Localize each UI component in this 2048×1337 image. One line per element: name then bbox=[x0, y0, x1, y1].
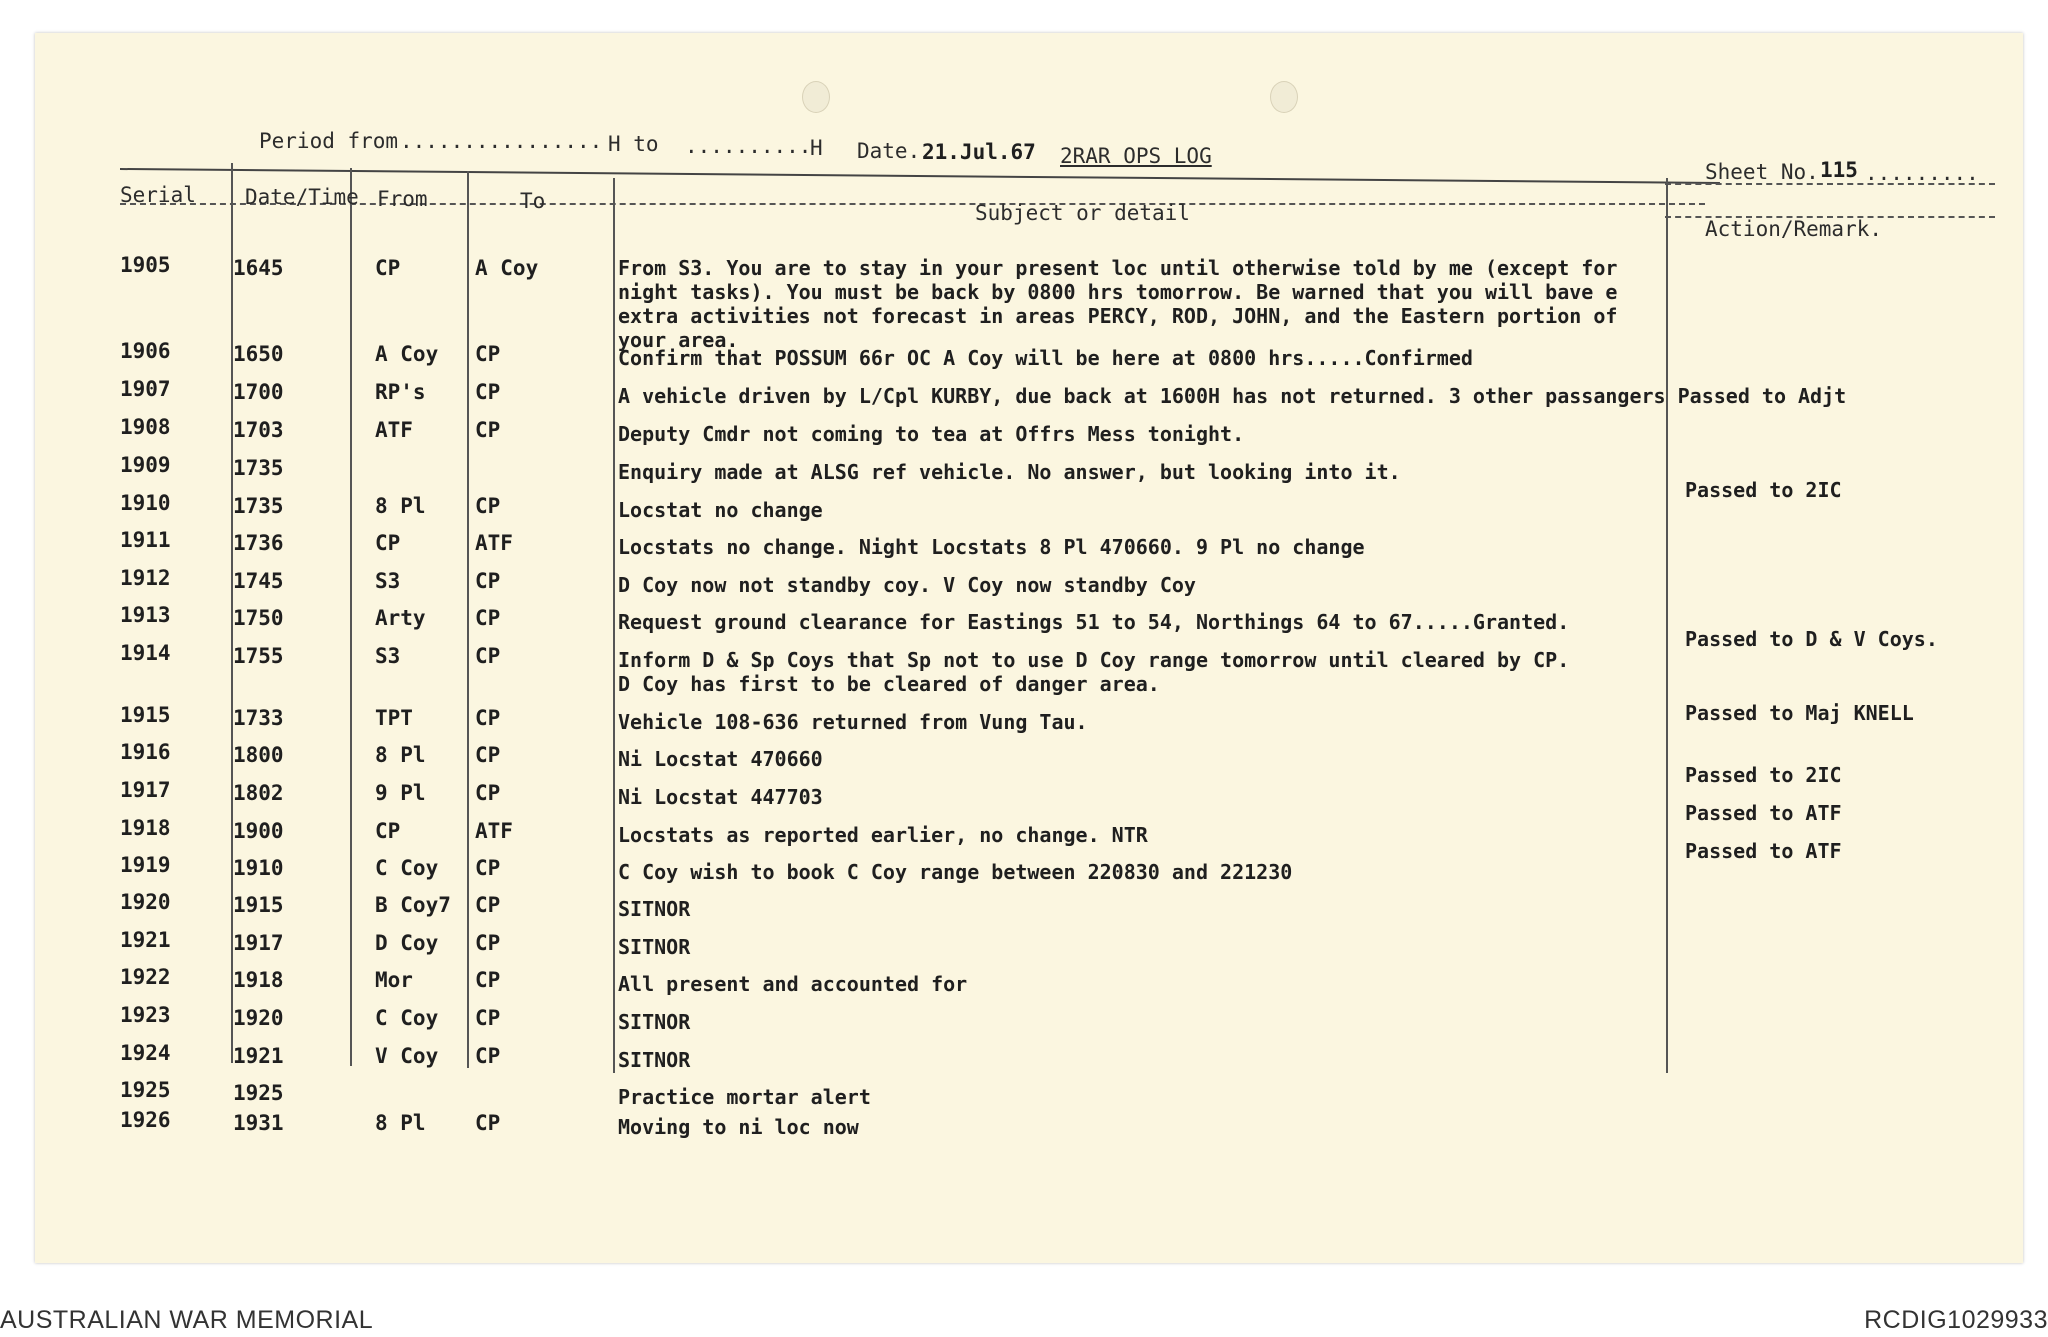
subject-line: From S3. You are to stay in your present loc until otherwise told by me (except for bbox=[618, 256, 1618, 280]
serial-cell: 1922 bbox=[120, 965, 171, 989]
footer-credit: AUSTRALIAN WAR MEMORIAL bbox=[0, 1306, 374, 1334]
from-cell: B Coy7 bbox=[375, 893, 451, 917]
serial-cell: 1920 bbox=[120, 890, 171, 914]
from-cell: RP's bbox=[375, 380, 426, 404]
log-sheet bbox=[35, 33, 2023, 1263]
to-cell: CP bbox=[475, 418, 501, 442]
time-cell: 1703 bbox=[233, 418, 284, 442]
serial-cell: 1908 bbox=[120, 415, 171, 439]
serial-cell: 1905 bbox=[120, 253, 171, 277]
from-cell: 8 Pl bbox=[375, 743, 426, 767]
from-cell: TPT bbox=[375, 706, 413, 730]
serial-cell: 1907 bbox=[120, 377, 171, 401]
from-cell: V Coy bbox=[375, 1044, 439, 1068]
serial-cell: 1919 bbox=[120, 853, 171, 877]
serial-cell: 1921 bbox=[120, 928, 171, 952]
header-dashed-rule bbox=[1665, 183, 1995, 185]
subject-line: SITNOR bbox=[618, 1048, 691, 1072]
subject-line: Moving to ni loc now bbox=[618, 1115, 859, 1139]
time-cell: 1917 bbox=[233, 931, 284, 955]
h-to-dots: .......... bbox=[685, 134, 812, 158]
serial-cell: 1914 bbox=[120, 641, 171, 665]
from-cell: Mor bbox=[375, 968, 413, 992]
subject-line: SITNOR bbox=[618, 935, 691, 959]
to-cell: CP bbox=[475, 380, 501, 404]
serial-cell: 1906 bbox=[120, 339, 171, 363]
from-cell: CP bbox=[375, 256, 401, 280]
subject-line: Practice mortar alert bbox=[618, 1085, 871, 1109]
time-cell: 1925 bbox=[233, 1081, 284, 1105]
time-cell: 1910 bbox=[233, 856, 284, 880]
time-cell: 1735 bbox=[233, 456, 284, 480]
subject-line: A vehicle driven by L/Cpl KURBY, due back at 1600H has not returned. 3 other passangers Passed to Adjt bbox=[618, 384, 1847, 408]
col-header-to: To bbox=[520, 189, 546, 213]
subject-line: D Coy has first to be cleared of danger area. bbox=[618, 672, 1160, 696]
serial-cell: 1926 bbox=[120, 1108, 171, 1132]
from-cell: CP bbox=[375, 531, 401, 555]
period-label: Period from bbox=[259, 129, 399, 153]
serial-cell: 1924 bbox=[120, 1041, 171, 1065]
col-divider-2 bbox=[350, 168, 352, 1066]
subject-line: Ni Locstat 470660 bbox=[618, 747, 823, 771]
serial-cell: 1910 bbox=[120, 491, 171, 515]
action-remark: Passed to ATF bbox=[1685, 839, 1842, 863]
from-cell: C Coy bbox=[375, 1006, 439, 1030]
time-cell: 1700 bbox=[233, 380, 284, 404]
subject-line: Vehicle 108-636 returned from Vung Tau. bbox=[618, 710, 1088, 734]
subject-line: your area. bbox=[618, 328, 739, 352]
time-cell: 1931 bbox=[233, 1111, 284, 1135]
serial-cell: 1923 bbox=[120, 1003, 171, 1027]
subject-line: SITNOR bbox=[618, 897, 691, 921]
to-cell: CP bbox=[475, 706, 501, 730]
subject-line: Inform D & Sp Coys that Sp not to use D Coy range tomorrow until cleared by CP. bbox=[618, 648, 1570, 672]
col-divider-4 bbox=[613, 178, 615, 1073]
to-cell: CP bbox=[475, 856, 501, 880]
subject-line: D Coy now not standby coy. V Coy now standby Coy bbox=[618, 573, 1196, 597]
time-cell: 1733 bbox=[233, 706, 284, 730]
time-cell: 1736 bbox=[233, 531, 284, 555]
from-cell: 8 Pl bbox=[375, 494, 426, 518]
date-label: Date. bbox=[857, 139, 921, 163]
period-dots: ................ bbox=[400, 129, 603, 153]
from-cell: S3 bbox=[375, 569, 401, 593]
serial-cell: 1925 bbox=[120, 1078, 171, 1102]
subject-line: Locstats no change. Night Locstats 8 Pl 470660. 9 Pl no change bbox=[618, 535, 1365, 559]
to-cell: CP bbox=[475, 606, 501, 630]
serial-cell: 1909 bbox=[120, 453, 171, 477]
col-header-action: Action/Remark. bbox=[1705, 217, 1883, 241]
to-cell: CP bbox=[475, 1044, 501, 1068]
from-cell: CP bbox=[375, 819, 401, 843]
subject-line: extra activities not forecast in areas PERCY, ROD, JOHN, and the Eastern portion of bbox=[618, 304, 1618, 328]
time-cell: 1920 bbox=[233, 1006, 284, 1030]
footer-id: RCDIG1029933 bbox=[1864, 1306, 2048, 1334]
to-cell: CP bbox=[475, 494, 501, 518]
serial-cell: 1911 bbox=[120, 528, 171, 552]
to-cell: A Coy bbox=[475, 256, 539, 280]
action-remark: Passed to Maj KNELL bbox=[1685, 701, 1914, 725]
action-remark: Passed to 2IC bbox=[1685, 478, 1842, 502]
time-cell: 1650 bbox=[233, 342, 284, 366]
time-cell: 1800 bbox=[233, 743, 284, 767]
serial-cell: 1912 bbox=[120, 566, 171, 590]
to-cell: CP bbox=[475, 931, 501, 955]
serial-cell: 1918 bbox=[120, 816, 171, 840]
from-cell: D Coy bbox=[375, 931, 439, 955]
to-cell: CP bbox=[475, 893, 501, 917]
action-remark: Passed to 2IC bbox=[1685, 763, 1842, 787]
time-cell: 1918 bbox=[233, 968, 284, 992]
log-title: 2RAR OPS LOG bbox=[1060, 144, 1212, 168]
subject-line: All present and accounted for bbox=[618, 972, 968, 996]
col-header-from: From bbox=[377, 187, 428, 211]
subject-line: Deputy Cmdr not coming to tea at Offrs Mess tonight. bbox=[618, 422, 1245, 446]
to-cell: CP bbox=[475, 342, 501, 366]
date-value: 21.Jul.67 bbox=[922, 140, 1036, 164]
to-cell: ATF bbox=[475, 531, 513, 555]
h-to-label: H to bbox=[608, 132, 659, 156]
header-top-rule bbox=[120, 168, 1720, 184]
from-cell: A Coy bbox=[375, 342, 439, 366]
serial-cell: 1913 bbox=[120, 603, 171, 627]
to-cell: CP bbox=[475, 743, 501, 767]
to-cell: CP bbox=[475, 569, 501, 593]
from-cell: ATF bbox=[375, 418, 413, 442]
from-cell: Arty bbox=[375, 606, 426, 630]
time-cell: 1755 bbox=[233, 644, 284, 668]
action-remark: Passed to ATF bbox=[1685, 801, 1842, 825]
time-cell: 1915 bbox=[233, 893, 284, 917]
col-divider-5 bbox=[1666, 178, 1668, 1073]
time-cell: 1750 bbox=[233, 606, 284, 630]
time-cell: 1645 bbox=[233, 256, 284, 280]
subject-line: C Coy wish to book C Coy range between 220830 and 221230 bbox=[618, 860, 1293, 884]
to-cell: CP bbox=[475, 644, 501, 668]
from-cell: 8 Pl bbox=[375, 1111, 426, 1135]
serial-cell: 1915 bbox=[120, 703, 171, 727]
subject-line: SITNOR bbox=[618, 1010, 691, 1034]
time-cell: 1802 bbox=[233, 781, 284, 805]
to-cell: ATF bbox=[475, 819, 513, 843]
subject-line: Ni Locstat 447703 bbox=[618, 785, 823, 809]
h-label: H bbox=[810, 136, 823, 160]
punch-hole-left bbox=[802, 81, 830, 113]
to-cell: CP bbox=[475, 968, 501, 992]
serial-cell: 1917 bbox=[120, 778, 171, 802]
serial-cell: 1916 bbox=[120, 740, 171, 764]
from-cell: 9 Pl bbox=[375, 781, 426, 805]
time-cell: 1921 bbox=[233, 1044, 284, 1068]
to-cell: CP bbox=[475, 781, 501, 805]
sheet-number: 115 bbox=[1820, 158, 1858, 182]
sheet-dots: ......... bbox=[1865, 161, 1979, 185]
subject-line: Enquiry made at ALSG ref vehicle. No answer, but looking into it. bbox=[618, 460, 1401, 484]
from-cell: S3 bbox=[375, 644, 401, 668]
subject-line: Request ground clearance for Eastings 51 to 54, Northings 64 to 67.....Granted. bbox=[618, 610, 1570, 634]
time-cell: 1735 bbox=[233, 494, 284, 518]
subject-line: night tasks). You must be back by 0800 hrs tomorrow. Be warned that you will bave e bbox=[618, 280, 1618, 304]
time-cell: 1900 bbox=[233, 819, 284, 843]
action-remark: Passed to D & V Coys. bbox=[1685, 627, 1938, 651]
col-header-subject: Subject or detail bbox=[975, 201, 1190, 225]
punch-hole-right bbox=[1270, 81, 1298, 113]
col-divider-3 bbox=[467, 171, 469, 1068]
col-header-serial: Serial bbox=[120, 183, 196, 207]
from-cell: C Coy bbox=[375, 856, 439, 880]
subject-line: Locstat no change bbox=[618, 498, 823, 522]
subject-line: Locstats as reported earlier, no change. NTR bbox=[618, 823, 1148, 847]
subject-line: Confirm that POSSUM 66r OC A Coy will be here at 0800 hrs.....Confirmed bbox=[618, 346, 1473, 370]
sheet-label: Sheet No. bbox=[1705, 160, 1819, 184]
to-cell: CP bbox=[475, 1006, 501, 1030]
time-cell: 1745 bbox=[233, 569, 284, 593]
to-cell: CP bbox=[475, 1111, 501, 1135]
col-header-datetime: Date/Time bbox=[245, 185, 359, 209]
